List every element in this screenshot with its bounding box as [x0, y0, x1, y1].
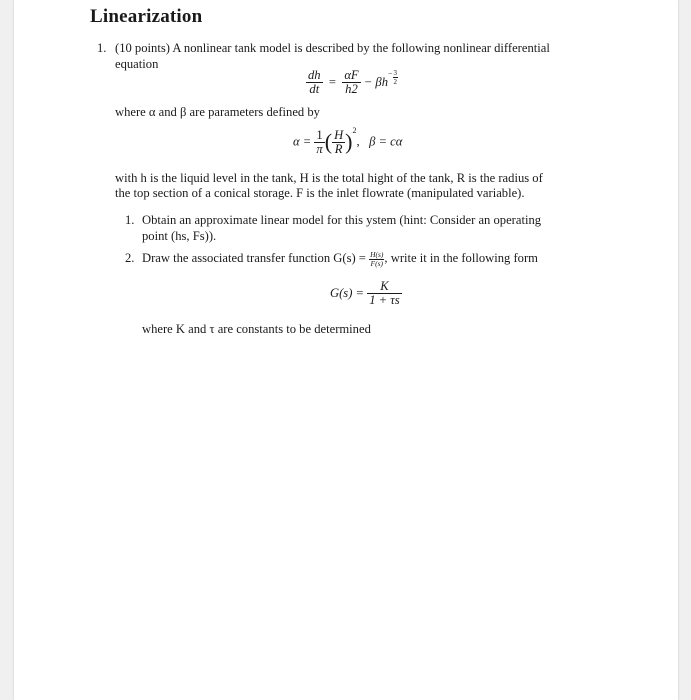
- subitem-1-line1: Obtain an approximate linear model for this ystem (hint: Consider an operating: [142, 213, 542, 227]
- ode-exponent: − $\frac{3}{2}$: [388, 69, 398, 87]
- problem-number: 1.: [97, 41, 107, 55]
- ode-lhs-fraction: $\frac{dh}{dt}$: [308, 68, 321, 96]
- transfer-function-equation: G(s) = $\frac{K}{1 + \tau s}$: [330, 279, 400, 307]
- subitem-2-line1: Draw the associated transfer function G(s) = $\frac{H(s)}{F(s)}$ , write it in the following form: [142, 249, 538, 268]
- subitem-1-line2: point (hs, Fs)).: [142, 229, 217, 243]
- ode-rhs-fraction: $\frac{\alpha F}{h2}$: [344, 68, 359, 96]
- with-h-line2: the top section of a conical storage. F is the inlet flowrate (manipulated variable).: [115, 186, 525, 200]
- problem-intro-line2: equation: [115, 57, 159, 71]
- where-alpha-beta-line: where α and β are parameters defined by: [115, 105, 320, 119]
- subitem-1-number: 1.: [125, 213, 135, 227]
- inline-transfer-fraction: $\frac{H(s)}{F(s)}$: [370, 249, 384, 268]
- problem-intro-line1: (10 points) A nonlinear tank model is described by the following nonlinear differential: [115, 41, 550, 55]
- ode-equation: $\frac{dh}{dt}$ = $\frac{\alpha F}{h2}$ − βh− $\frac{3}{2}$: [308, 68, 398, 96]
- with-h-line1: with h is the liquid level in the tank, H is the total hight of the tank, R is the radius of: [115, 171, 543, 185]
- h-over-r-fraction: $\frac{H}{R}$: [334, 127, 344, 156]
- transfer-function-fraction: $\frac{K}{1 + \tau s}$: [369, 279, 400, 307]
- alpha-coefficient-fraction: $\frac{1}{\pi}$: [316, 127, 323, 156]
- page-title: Linearization: [90, 6, 203, 27]
- subitem-2-number: 2.: [125, 251, 135, 265]
- document-page: [14, 0, 678, 700]
- alpha-beta-equation: α = $\frac{1}{\pi}$ ( $\frac{H}{R}$ )$^2$, β = cα: [293, 126, 403, 156]
- where-k-tau-line: where K and τ are constants to be determined: [142, 322, 371, 336]
